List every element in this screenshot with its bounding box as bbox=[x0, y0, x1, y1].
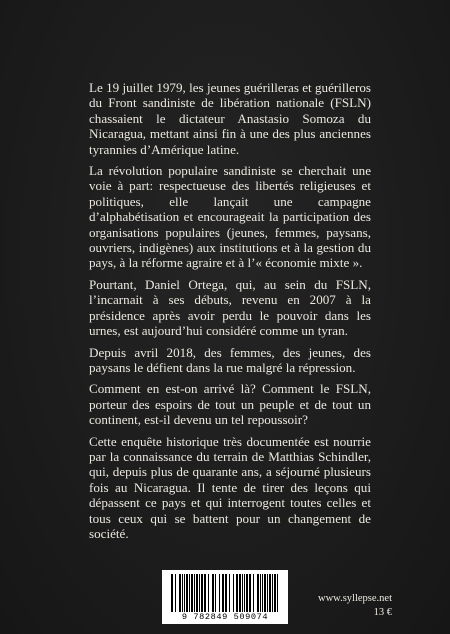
barcode-bar bbox=[215, 574, 216, 612]
barcode-bar bbox=[267, 574, 268, 612]
barcode-bar bbox=[274, 574, 276, 612]
barcode-bar bbox=[189, 574, 190, 612]
book-price: 13 € bbox=[373, 607, 392, 618]
blurb-paragraph-2: La révolution populaire sandiniste se cherchait une voie à part: respectueuse des libertés religieuses et politiques, elle lançait une campagne d’alphabétisation et encourageait la participation des organisations populaires (jeunes, femmes, paysans, ouvriers, indigènes) aux institutions et à la gestion du pays, à la réforme agraire et à l’« économie mixte ». bbox=[89, 163, 371, 271]
barcode-bar bbox=[212, 574, 214, 612]
blurb-paragraph-3: Pourtant, Daniel Ortega, qui, au sein du FSLN, l’incarnait à ses débuts, revenu en 2007 à la présidence après avoir perdu le pouvoir dans les urnes, est aujourd’hui considéré comme un tyran. bbox=[89, 276, 371, 339]
barcode-bar bbox=[225, 574, 227, 612]
barcode-bar bbox=[246, 574, 248, 612]
barcode-bar bbox=[233, 574, 234, 612]
barcode-bar bbox=[262, 574, 263, 612]
barcode-bar bbox=[219, 574, 220, 612]
barcode-bar bbox=[264, 574, 266, 612]
barcode-bar bbox=[253, 574, 254, 612]
barcode-bar bbox=[269, 574, 271, 612]
barcode-bar bbox=[249, 574, 251, 612]
barcode-bar bbox=[196, 574, 198, 612]
barcode-bar bbox=[171, 574, 173, 612]
barcode-bar bbox=[260, 574, 261, 612]
barcode-bar bbox=[182, 574, 183, 612]
barcode-bar bbox=[239, 574, 241, 612]
barcode-bar bbox=[236, 574, 238, 612]
publisher-website: www.syllepse.net bbox=[318, 593, 392, 604]
blurb-paragraph-1: Le 19 juillet 1979, les jeunes guérilleras et guérilleros du Front sandiniste de libération nationale (FSLN) chassaient le dictateur Anastasio Somoza du Nicaragua, mettant ainsi fin à une des plus anciennes tyrannies d’Amérique latine. bbox=[89, 80, 371, 157]
barcode-bar bbox=[277, 574, 278, 612]
barcode-bar bbox=[244, 574, 245, 612]
publisher-info bbox=[318, 592, 392, 620]
barcode-bar bbox=[199, 574, 200, 612]
blurb-text bbox=[89, 80, 371, 547]
blurb-paragraph-4: Depuis avril 2018, des femmes, des jeunes, des paysans le défient dans la rue malgré la répression. bbox=[89, 344, 371, 375]
barcode-bar bbox=[208, 574, 209, 612]
barcode-bar bbox=[191, 574, 193, 612]
blurb-paragraph-6: Cette enquête historique très documentée est nourrie par la connaissance du terrain de Matthias Schindler, qui, depuis plus de quarante ans, a séjourné plusieurs fois au Nicaragua. Il tente de tirer des leçons qui dépassent ce pays et qui interrogent toutes celles et tous ceux qui se battent pour un changement de société. bbox=[89, 433, 371, 541]
barcode-bar bbox=[229, 574, 230, 612]
barcode-bar bbox=[184, 574, 185, 612]
barcode-bars bbox=[169, 574, 281, 612]
barcode-bar bbox=[272, 574, 273, 612]
barcode-bar bbox=[186, 574, 188, 612]
barcode-bar bbox=[257, 574, 259, 612]
barcode-bar bbox=[201, 574, 203, 612]
blurb-paragraph-5: Comment en est-on arrivé là? Comment le FSLN, porteur des espoirs de tout un peuple et de tout un continent, est-il devenu un tel repoussoir? bbox=[89, 381, 371, 428]
barcode-bar bbox=[175, 574, 176, 612]
barcode-bar bbox=[222, 574, 224, 612]
barcode-bar bbox=[242, 574, 243, 612]
barcode-bar bbox=[179, 574, 181, 612]
barcode-bar bbox=[204, 574, 206, 612]
barcode-bar bbox=[194, 574, 195, 612]
isbn-digits: 9 782849 509074 bbox=[181, 612, 269, 622]
isbn-barcode bbox=[162, 570, 288, 624]
